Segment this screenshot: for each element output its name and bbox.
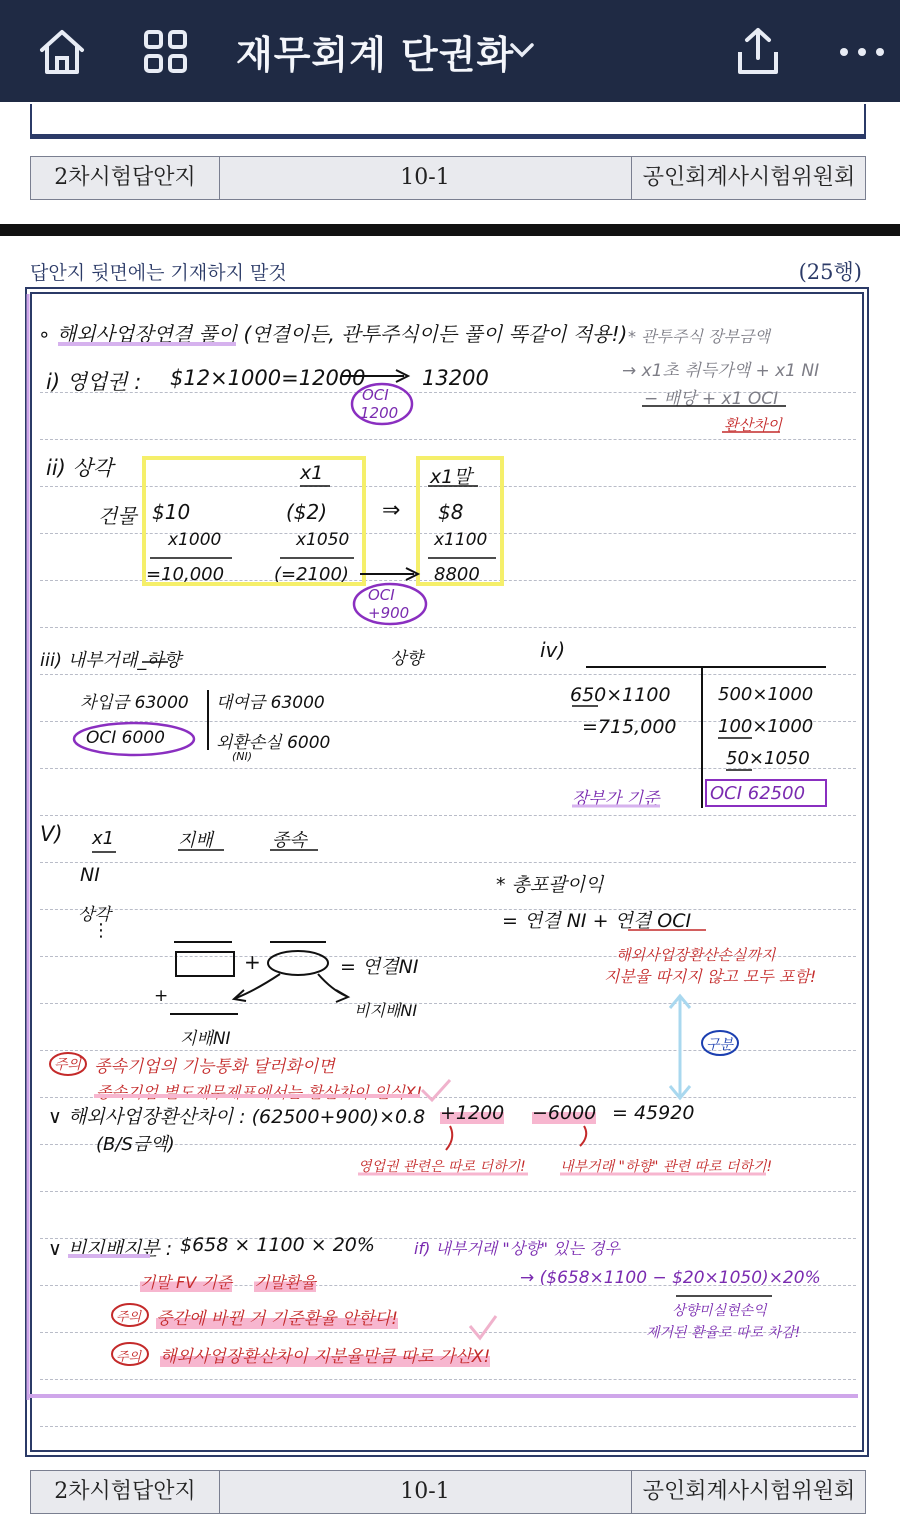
intra-left-1: 차입금 63000 (80, 693, 189, 713)
grid-icon[interactable] (140, 26, 192, 78)
fx-bs-amount: (B/S금액) (96, 1134, 175, 1155)
footer-page-number-bottom: 10-1 (400, 1479, 450, 1504)
dep-col-x1: x1 (300, 462, 324, 484)
nci-expr: $658 × 1100 × 20% (180, 1234, 375, 1256)
iv-right-1: 500×1000 (718, 684, 814, 705)
nci-basis-fv: 기말 FV 기준 (140, 1273, 233, 1292)
caution-badge-2: 주의 (116, 1310, 142, 1325)
dep-col-x1end: x1말 (430, 466, 472, 488)
v-header-sub: 종속 (272, 830, 307, 851)
v-distinguish-circle: 구분 (706, 1037, 734, 1053)
caution-badge-3: 주의 (116, 1350, 142, 1365)
dep-total-2: (=2100) (274, 564, 349, 585)
sheet-notice: 답안지 뒷면에는 기재하지 말것 (30, 262, 287, 284)
dep-oci: OCI (368, 586, 395, 604)
if-upstream: if) 내부거래 "상향" 있는 경우 (414, 1239, 620, 1258)
iv-right-3: 50×1050 (726, 748, 810, 769)
side-note-2: → x1초 취득가액 + x1 NI (622, 361, 820, 381)
v-plus-1: + (244, 950, 261, 974)
v-nci-ni: 비지배NI (354, 1001, 418, 1020)
intra-right-2-note: (NI) (232, 750, 253, 763)
depreciation-label: ii) 상각 (46, 456, 114, 480)
if-sub-2: 제거된 환율로 따로 차감! (646, 1325, 801, 1341)
iv-left-1: 650×1100 (570, 684, 671, 706)
page-divider (0, 224, 900, 236)
intra-right-1: 대여금 63000 (216, 693, 325, 713)
dep-building: 건물 (98, 504, 137, 528)
nci-label: ∨ 비지배지분 : (48, 1238, 173, 1260)
if-sub-1: 상향미실현손익 (672, 1303, 767, 1319)
footer-right: 공인회계사시험위원회 (631, 157, 866, 199)
intra-right-2: 외환손실 6000 (216, 733, 331, 753)
v-header-parent: 지배 (178, 830, 213, 851)
fx-note-goodwill: 영업권 관련은 따로 더하기! (358, 1159, 526, 1175)
fx-diff-label: ∨ 해외사업장환산차이 : (62500+900)×0.8 (48, 1106, 426, 1128)
dep-value-1: $10 (152, 500, 191, 524)
goodwill-oci-value: 1200 (360, 404, 399, 422)
caution-2: 중간에 바뀐 거 기준환율 안한다! (156, 1309, 398, 1329)
v-total-equation: = 연결 NI + 연결 OCI (502, 910, 692, 932)
iv-label: iv) (540, 638, 566, 662)
iv-basis: 장부가 기준 (572, 789, 660, 809)
caution-3: 해외사업장환산차이 지분율만큼 따로 가산X! (160, 1347, 491, 1367)
side-note-4: 환산차이 (724, 416, 782, 434)
caution-1: 종속기업의 기능통화 달러화이면 (94, 1057, 335, 1077)
v-red-note-2: 지분율 따지지 않고 모두 포함! (604, 967, 817, 986)
more-icon[interactable] (836, 26, 888, 78)
footer-left: 2차시험답안지 (31, 157, 220, 199)
iv-oci: OCI 62500 (710, 783, 806, 804)
iv-right-2: 100×1000 (718, 716, 814, 737)
v-dep: 상각 (78, 905, 111, 925)
dep-arrow: ⇒ (382, 498, 401, 523)
fx-result: = 45920 (612, 1102, 695, 1124)
goodwill-label: i) 영업권 : (46, 370, 142, 394)
v-parent-ni: 지배NI (180, 1029, 231, 1049)
page-footer-top (30, 156, 866, 200)
side-note-3: − 배당 + x1 OCI (644, 389, 779, 409)
side-note-1: * 관투주식 장부금액 (628, 327, 770, 346)
previous-page-frame (30, 104, 866, 136)
dep-value-3: $8 (438, 500, 464, 524)
goodwill-oci: OCI (362, 386, 389, 404)
intra-label: iii) 내부거래_하향 (40, 650, 182, 671)
v-ni: NI (80, 864, 100, 886)
goodwill-result: 13200 (422, 366, 489, 390)
footer-page-number: 10-1 (400, 165, 450, 190)
goodwill-expr: $12×1000=12000 (170, 366, 366, 390)
fx-note-intra: 내부거래 "하향" 관련 따로 더하기! (560, 1159, 773, 1175)
intra-left-2: OCI 6000 (86, 728, 165, 748)
dep-total-1: =10,000 (146, 564, 225, 585)
home-icon[interactable] (36, 26, 88, 78)
footer-right-bottom: 공인회계사시험위원회 (631, 1471, 866, 1513)
fx-plus-goodwill: +1200 (440, 1102, 505, 1124)
document-title[interactable]: 재무회계 단권화 (236, 33, 515, 77)
v-label: V) (40, 822, 63, 846)
v-dots: ⋮ (92, 920, 110, 941)
row-count: (25행) (798, 260, 862, 284)
dep-total-3: 8800 (434, 564, 480, 585)
share-icon[interactable] (732, 26, 784, 78)
dep-rate-2: x1050 (296, 530, 350, 550)
fx-minus-intra: −6000 (532, 1102, 597, 1124)
v-plus-2: + (154, 986, 169, 1006)
nci-basis-rate: 기말환율 (254, 1273, 316, 1292)
iv-left-2: =715,000 (582, 716, 677, 738)
v-red-note-1: 해외사업장환산손실까지 (616, 946, 776, 964)
chevron-down-icon[interactable] (508, 36, 536, 64)
v-total-comprehensive: * 총포괄이익 (496, 874, 604, 896)
v-header-x1: x1 (92, 828, 115, 849)
dep-rate-3: x1100 (434, 530, 488, 550)
note-title: ∘ 해외사업장연결 풀이 (연결이든, 관투주식이든 풀이 똑같이 적용!) (38, 322, 628, 346)
if-expr: → ($658×1100 − $20×1050)×20% (520, 1268, 821, 1288)
dep-rate-1: x1000 (168, 530, 222, 550)
footer-left-bottom: 2차시험답안지 (31, 1471, 220, 1513)
dep-oci-value: +900 (368, 604, 410, 622)
app-toolbar (0, 0, 900, 102)
page-footer-bottom (30, 1470, 866, 1514)
dep-value-2: ($2) (286, 500, 328, 524)
v-consolidated-ni: = 연결NI (340, 956, 419, 978)
caution-badge-1: 주의 (54, 1057, 82, 1073)
caution-1b: 종속기업 별도재무제표에서는 환산차이 인식X! (96, 1083, 423, 1102)
intra-upstream: 상향 (390, 649, 423, 669)
